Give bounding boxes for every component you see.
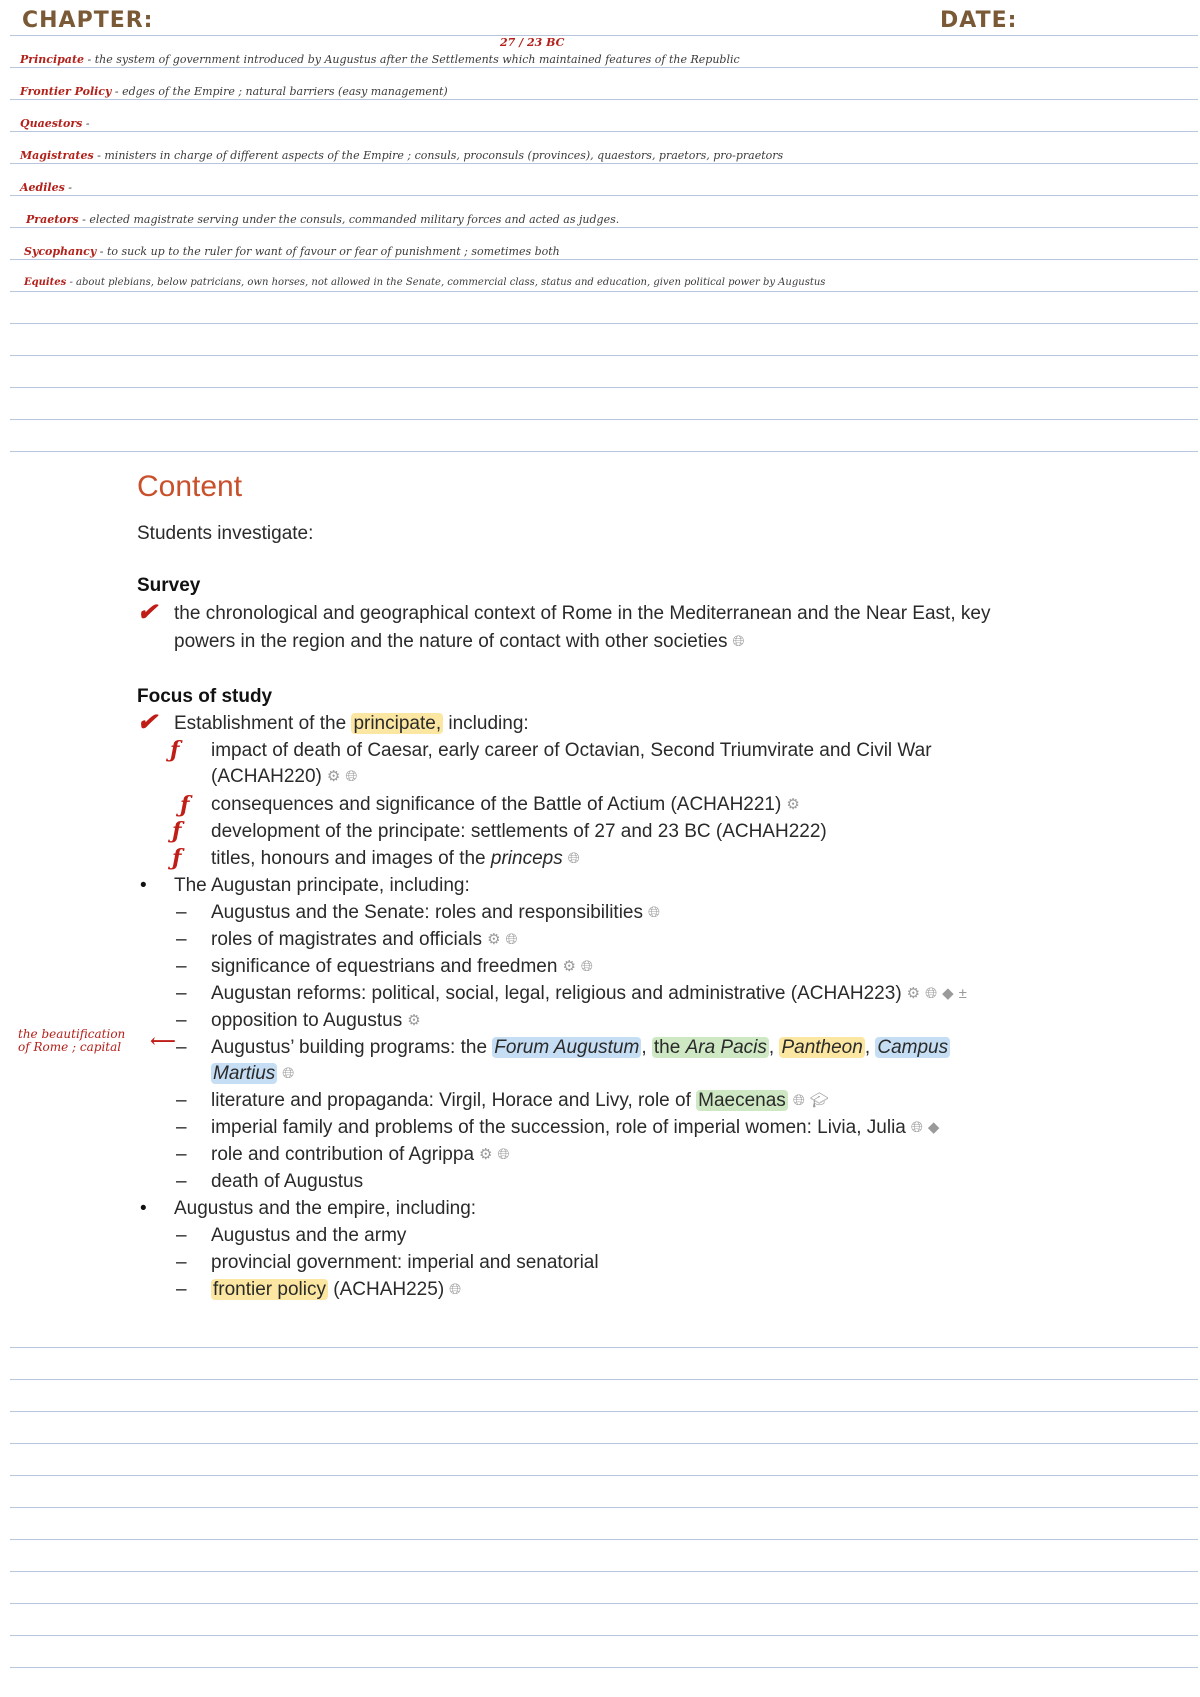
est-item-3: development of the principate: settlements of 27 and 23 BC (ACHAH222)	[211, 821, 827, 842]
dash: –	[176, 956, 187, 977]
aug-item-4-row	[211, 983, 967, 1005]
bullet: •	[140, 875, 147, 896]
gears-icon: ⚙	[326, 768, 341, 785]
aug-item-1: Augustus and the Senate: roles and responsibilities	[211, 902, 643, 923]
survey-heading: Survey	[137, 575, 201, 596]
dash: –	[176, 1225, 187, 1246]
dash: –	[176, 1279, 187, 1300]
content-title: Content	[137, 470, 243, 503]
definition-text: -	[85, 117, 90, 130]
definition-row	[20, 117, 90, 130]
aug-item-2-row	[211, 929, 518, 951]
definition-term: Principate	[20, 53, 85, 66]
ara-highlight	[652, 1037, 769, 1058]
globe-icon: 🌐︎	[792, 1092, 805, 1109]
definition-row	[20, 53, 740, 66]
dash: –	[176, 1117, 187, 1138]
frontier-highlight: frontier policy	[213, 1279, 326, 1300]
establishment-suffix: including:	[443, 713, 529, 734]
aug-item-3-row	[211, 956, 593, 978]
dash: –	[176, 983, 187, 1004]
definition-term: Praetors	[26, 213, 79, 226]
aug-item-1-row	[211, 902, 660, 924]
est-item-4-row	[211, 848, 580, 870]
margin-note-line: of Rome ; capital	[18, 1040, 122, 1054]
literature-prefix: literature and propaganda: Virgil, Horace and Livy, role of	[211, 1090, 697, 1111]
building-prefix: Augustus’ building programs: the	[211, 1037, 493, 1058]
imperial-line	[211, 1117, 939, 1139]
agrippa-line	[211, 1144, 509, 1166]
definition-text: - the system of government introduced by Augustus after the Settlements which maintained features of the Republic	[87, 53, 740, 66]
survey-line-1: the chronological and geographical context of Rome in the Mediterranean and the Near East, key	[174, 603, 991, 624]
gears-icon: ⚙	[487, 931, 501, 948]
pantheon-highlight: Pantheon	[781, 1037, 863, 1058]
est-item-2: consequences and significance of the Battle of Actium (ACHAH221)	[211, 794, 782, 815]
est-item-1b: (ACHAH220)	[211, 766, 322, 787]
definition-text: - to suck up to the ruler for want of favour or fear of punishment ; sometimes both	[99, 245, 560, 258]
dash: –	[176, 1252, 187, 1273]
aug-item-5-row	[211, 1010, 421, 1032]
definition-term: Equites	[24, 277, 67, 288]
est-item-1b-row	[211, 766, 357, 788]
est-item-1: impact of death of Caesar, early career of Octavian, Second Triumvirate and Civil War	[211, 740, 932, 761]
globe-icon: 🌐︎	[449, 1281, 462, 1298]
dash: –	[176, 1010, 187, 1031]
aug-item-3: significance of equestrians and freedmen	[211, 956, 558, 977]
chapter-label: CHAPTER:	[22, 8, 154, 33]
definition-term: Frontier Policy	[20, 85, 112, 98]
gears-icon: ⚙	[786, 796, 800, 813]
literature-line	[211, 1090, 829, 1112]
empire-item-2: provincial government: imperial and senatorial	[211, 1252, 599, 1273]
dash: –	[176, 1144, 187, 1165]
globe-icon: 🌐︎	[567, 850, 580, 867]
bullet: •	[140, 1198, 147, 1219]
definition-row	[24, 245, 560, 258]
globe-icon: 🌐︎	[648, 904, 661, 921]
plus-minus-icon: ±	[958, 985, 967, 1002]
globe-icon: 🌐︎	[345, 768, 358, 785]
globe-icon: 🌐︎	[497, 1146, 510, 1163]
est-item-2-row	[211, 794, 800, 816]
definition-row	[24, 277, 825, 288]
gears-icon: ⚙	[906, 985, 921, 1002]
aug-item-2: roles of magistrates and officials	[211, 929, 483, 950]
definition-term: Sycophancy	[24, 245, 97, 258]
princeps-italic: princeps	[490, 848, 563, 869]
maecenas-highlight: Maecenas	[698, 1090, 786, 1111]
definition-row	[26, 213, 619, 226]
australia-icon: ◆	[927, 1119, 940, 1136]
martius-row	[211, 1063, 294, 1085]
ara-prefix: the	[653, 1037, 686, 1058]
dash: –	[176, 1090, 187, 1111]
margin-note	[18, 1028, 125, 1054]
survey-line-2-row	[174, 631, 744, 653]
definition-row	[20, 149, 783, 162]
agrippa-text: role and contribution of Agrippa	[211, 1144, 475, 1165]
establishment-prefix: Establishment of the	[174, 713, 347, 734]
forum-highlight: Forum Augustum	[494, 1037, 640, 1058]
campus-highlight: Campus	[877, 1037, 949, 1058]
strikethrough-mark: ƒ	[172, 818, 182, 844]
establishment-line	[174, 713, 529, 735]
definition-term: Quaestors	[20, 117, 83, 130]
arrow-left-icon: ⟵	[150, 1031, 176, 1052]
focus-heading: Focus of study	[137, 686, 273, 707]
globe-icon: 🌐︎	[505, 931, 518, 948]
definition-term: Aediles	[20, 181, 65, 194]
gears-icon: ⚙	[479, 1146, 493, 1163]
margin-note-line: the beautification	[18, 1027, 126, 1041]
definition-text: - elected magistrate serving under the consuls, commanded military forces and acted as judges.	[82, 213, 620, 226]
building-line: Augustus’ building programs: the Forum Augustum , the Ara Pacis , Pantheon , Campus	[211, 1037, 949, 1058]
dash: –	[176, 929, 187, 950]
strikethrough-mark: ƒ	[180, 792, 190, 818]
dash: –	[176, 902, 187, 923]
martius-highlight: Martius	[213, 1063, 276, 1084]
definition-text: - about plebians, below patricians, own horses, not allowed in the Senate, commercial class, status and education, given political power by Augustus	[69, 277, 826, 288]
definition-text: - ministers in charge of different aspects of the Empire ; consuls, proconsuls (provinces), quaestors, praetors, pro-praetors	[97, 149, 784, 162]
aug-item-4: Augustan reforms: political, social, legal, religious and administrative (ACHAH223)	[211, 983, 902, 1004]
definition-text: -	[68, 181, 72, 194]
empire-line: Augustus and the empire, including:	[174, 1198, 477, 1219]
definition-row	[20, 181, 72, 194]
globe-icon: 🌐︎	[282, 1065, 295, 1082]
date-label: DATE:	[940, 8, 1018, 33]
strikethrough-mark: ƒ	[172, 845, 182, 871]
globe-icon: 🌐︎	[910, 1119, 923, 1136]
definition-term: Magistrates	[20, 149, 94, 162]
death-line: death of Augustus	[211, 1171, 364, 1192]
gears-icon: ⚙	[562, 958, 576, 975]
empire-item-1: Augustus and the army	[211, 1225, 407, 1246]
graduation-icon: 🎓︎	[809, 1092, 829, 1109]
australia-icon: ◆	[942, 985, 954, 1002]
gears-icon: ⚙	[407, 1012, 421, 1029]
globe-icon: 🌐︎	[732, 633, 745, 650]
imperial-text: imperial family and problems of the succession, role of imperial women: Livia, Julia	[211, 1117, 906, 1138]
checkmark-icon: ✔	[137, 707, 158, 736]
definition-row	[20, 85, 448, 98]
est-item-4: titles, honours and images of the	[211, 848, 486, 869]
principate-highlight: principate,	[353, 713, 442, 734]
aug-item-5: opposition to Augustus	[211, 1010, 403, 1031]
survey-line-2: powers in the region and the nature of contact with other societies	[174, 631, 728, 652]
dash: –	[176, 1171, 187, 1192]
frontier-suffix: (ACHAH225)	[328, 1279, 445, 1300]
strikethrough-mark: ƒ	[170, 737, 180, 763]
augustan-principate: The Augustan principate, including:	[174, 875, 470, 896]
globe-icon: 🌐︎	[580, 958, 593, 975]
ara-pacis: Ara Pacis	[685, 1037, 767, 1058]
year-note: 27 / 23 BC	[500, 36, 565, 49]
frontier-line	[211, 1279, 461, 1301]
globe-icon: 🌐︎	[925, 985, 938, 1002]
intro-text: Students investigate:	[137, 523, 314, 544]
dash: –	[176, 1037, 187, 1058]
checkmark-icon: ✔	[137, 597, 158, 626]
definition-text: - edges of the Empire ; natural barriers (easy management)	[114, 85, 448, 98]
